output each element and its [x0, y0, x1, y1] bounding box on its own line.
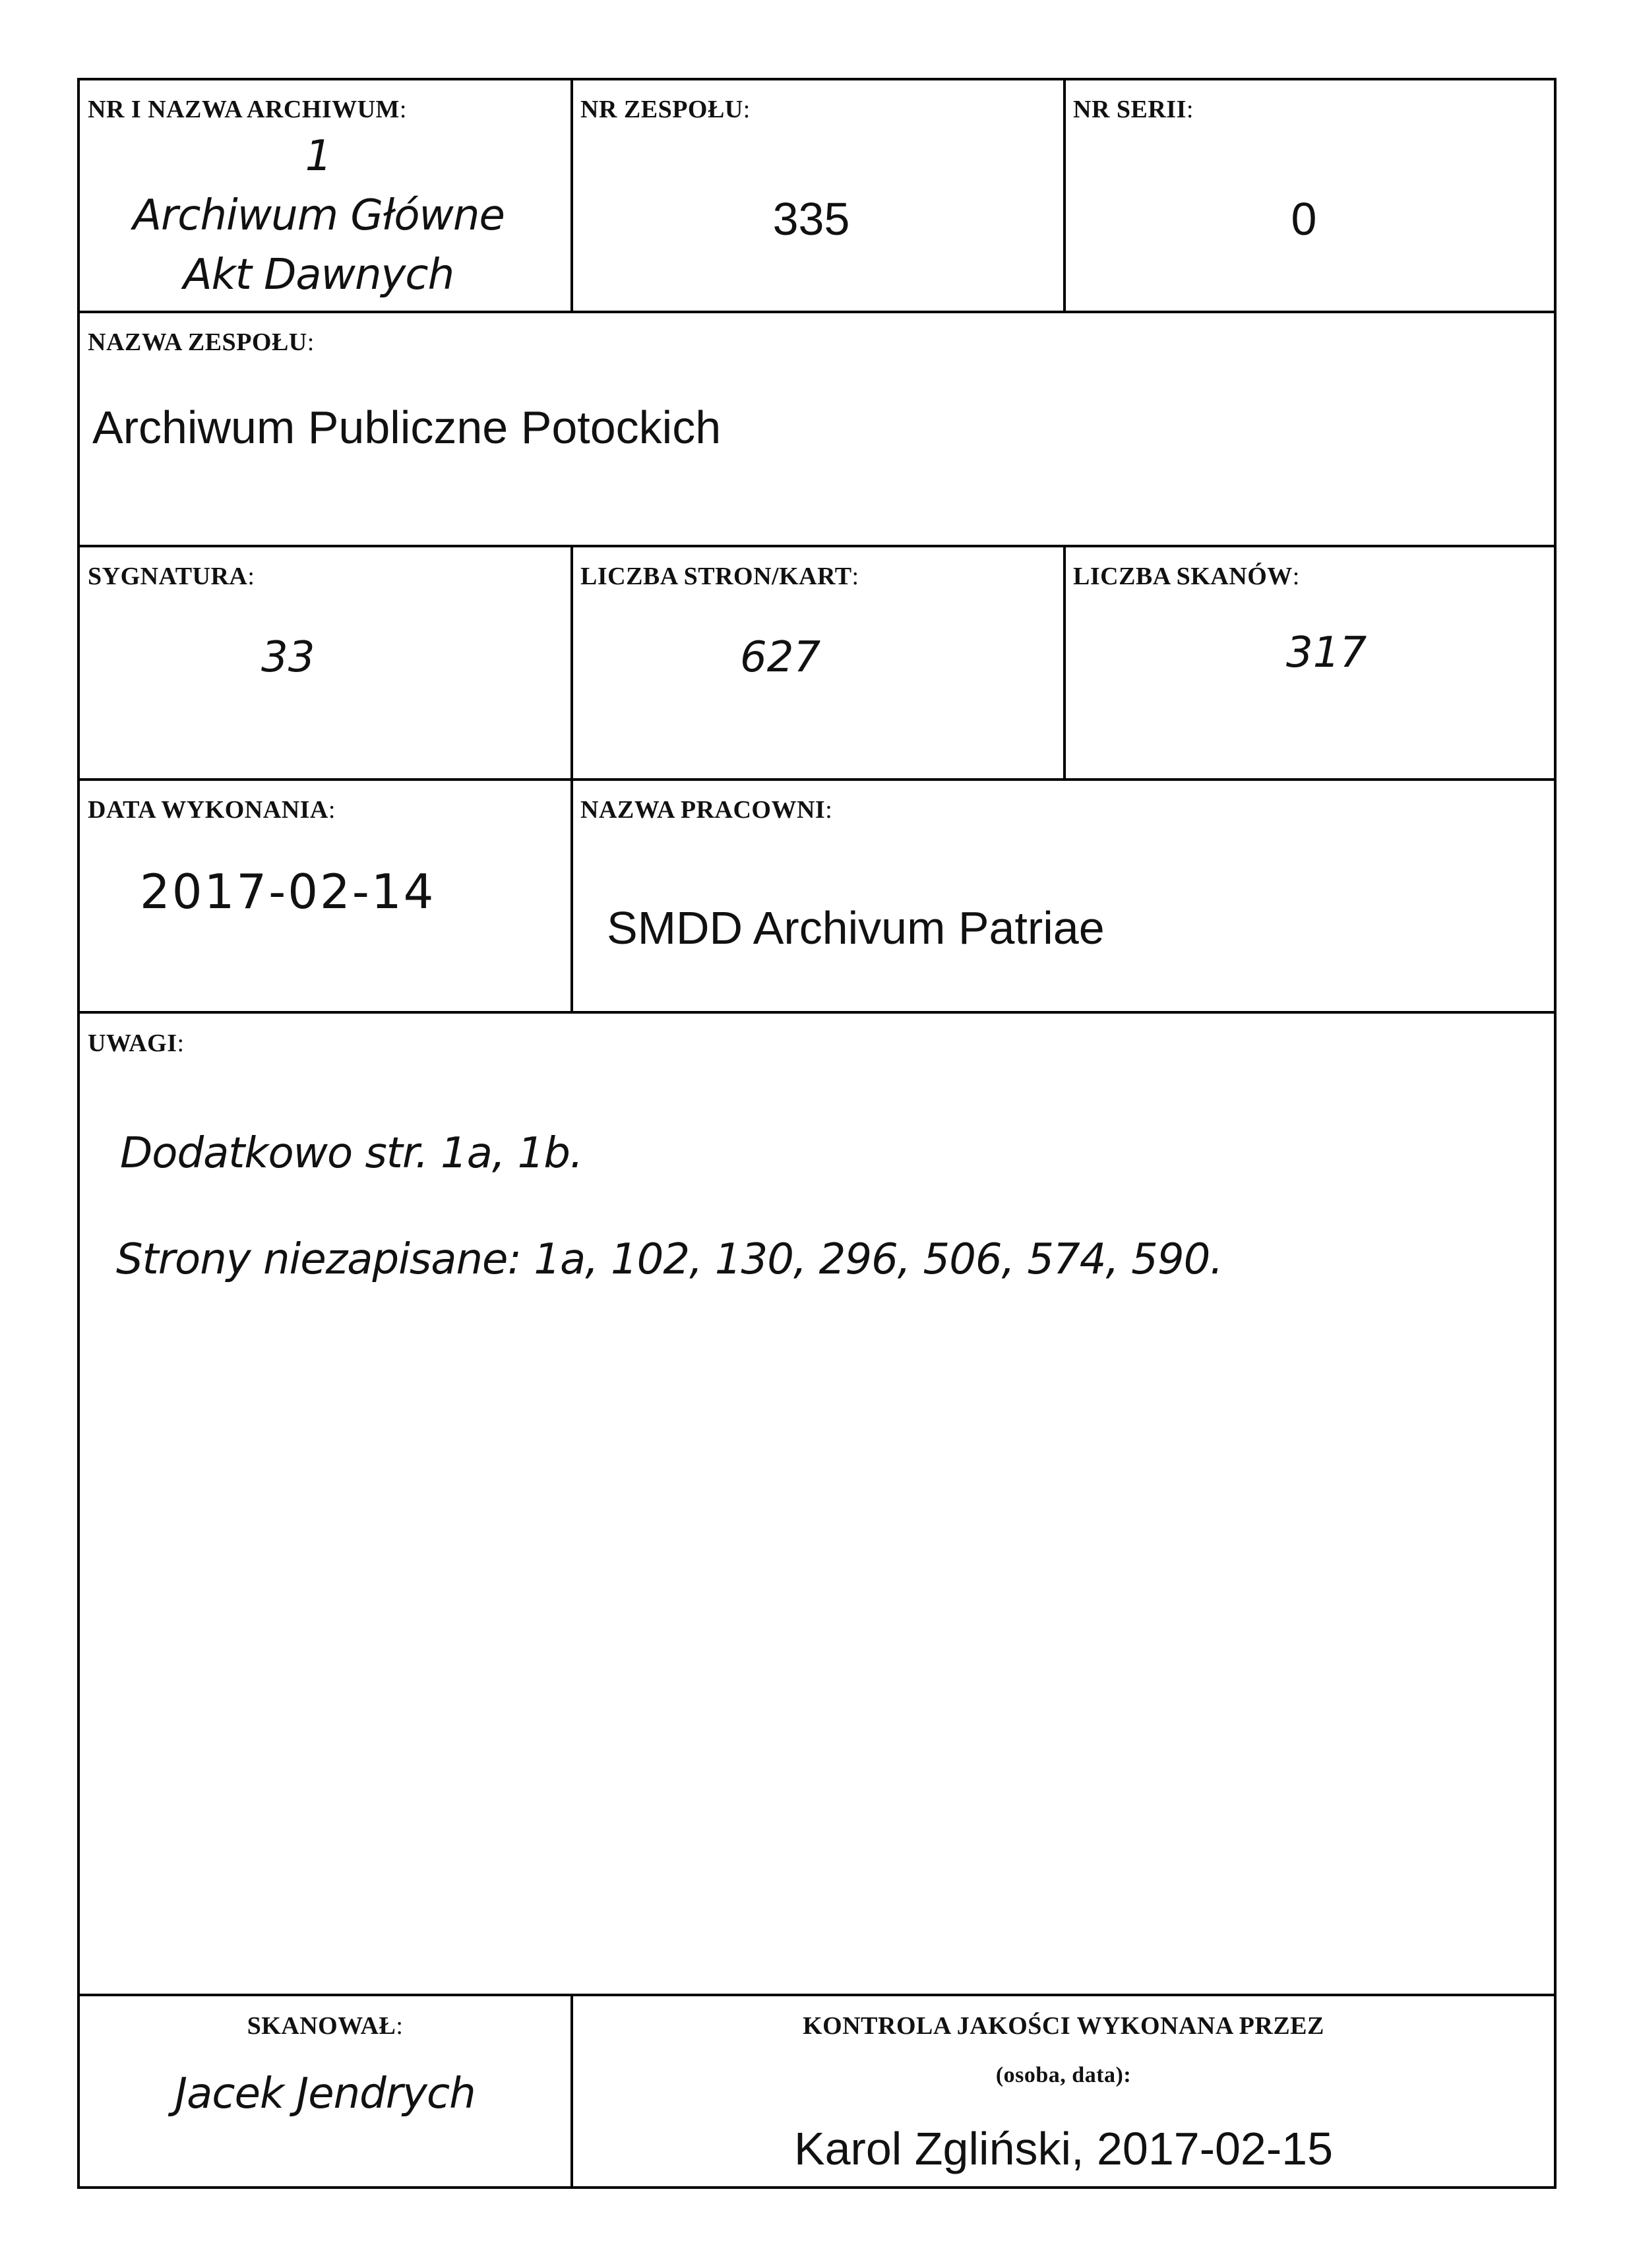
pages-count-value: 627 [740, 633, 821, 682]
quality-control-label: KONTROLA JAKOŚCI WYKONANA PRZEZ [803, 2012, 1324, 2040]
col-divider-row3-b [1063, 545, 1066, 781]
archive-name-line2: Akt Dawnych [183, 251, 454, 299]
col-divider-row4 [571, 778, 573, 1014]
form-border-right [1554, 78, 1557, 2189]
form-border-top [77, 78, 1557, 80]
archive-number: 1 [305, 132, 332, 181]
fonds-name-label: NAZWA ZESPOŁU: [88, 328, 315, 356]
workshop-value: SMDD Archivum Patriae [607, 902, 1105, 954]
scanned-by-value: Jacek Jendrych [175, 2069, 476, 2118]
series-number-label: NR SERII: [1073, 96, 1194, 123]
archive-name-line1: Archiwum Główne [133, 191, 505, 240]
scans-count-value: 317 [1286, 628, 1367, 677]
quality-control-sublabel: (osoba, data): [995, 2063, 1132, 2087]
row-divider-5 [77, 1994, 1557, 1996]
date-done-label: DATA WYKONANIA: [88, 796, 336, 824]
notes-line-1: Dodatkowo str. 1a, 1b. [120, 1129, 583, 1178]
scans-count-label: LICZBA SKANÓW: [1073, 563, 1300, 590]
scanned-by-label: SKANOWAŁ: [247, 2012, 404, 2040]
workshop-label: NAZWA PRACOWNI: [580, 796, 833, 824]
col-divider-row6 [571, 1994, 573, 2189]
series-number-value: 0 [1291, 193, 1317, 245]
signature-label: SYGNATURA: [88, 563, 255, 590]
fonds-number-value: 335 [772, 193, 850, 245]
form-border-left [77, 78, 80, 2189]
col-divider-row3-a [571, 545, 573, 781]
fonds-name-value: Archiwum Publiczne Potockich [92, 402, 722, 453]
notes-label: UWAGI: [88, 1029, 185, 1057]
row-divider-2 [77, 545, 1557, 547]
quality-control-value: Karol Zgliński, 2017-02-15 [793, 2123, 1334, 2174]
form-border-bottom [77, 2186, 1557, 2189]
notes-line-2: Strony niezapisane: 1a, 102, 130, 296, 506, 574, 590. [116, 1235, 1223, 1284]
date-done-value: 2017-02-14 [140, 864, 436, 919]
signature-value: 33 [261, 633, 315, 682]
row-divider-1 [77, 311, 1557, 313]
row-divider-3 [77, 778, 1557, 781]
fonds-number-label: NR ZESPOŁU: [580, 96, 751, 123]
archive-label: NR I NAZWA ARCHIWUM: [88, 96, 407, 123]
col-divider-row1-a [571, 78, 573, 313]
row-divider-4 [77, 1011, 1557, 1014]
pages-count-label: LICZBA STRON/KART: [580, 563, 859, 590]
col-divider-row1-b [1063, 78, 1066, 313]
